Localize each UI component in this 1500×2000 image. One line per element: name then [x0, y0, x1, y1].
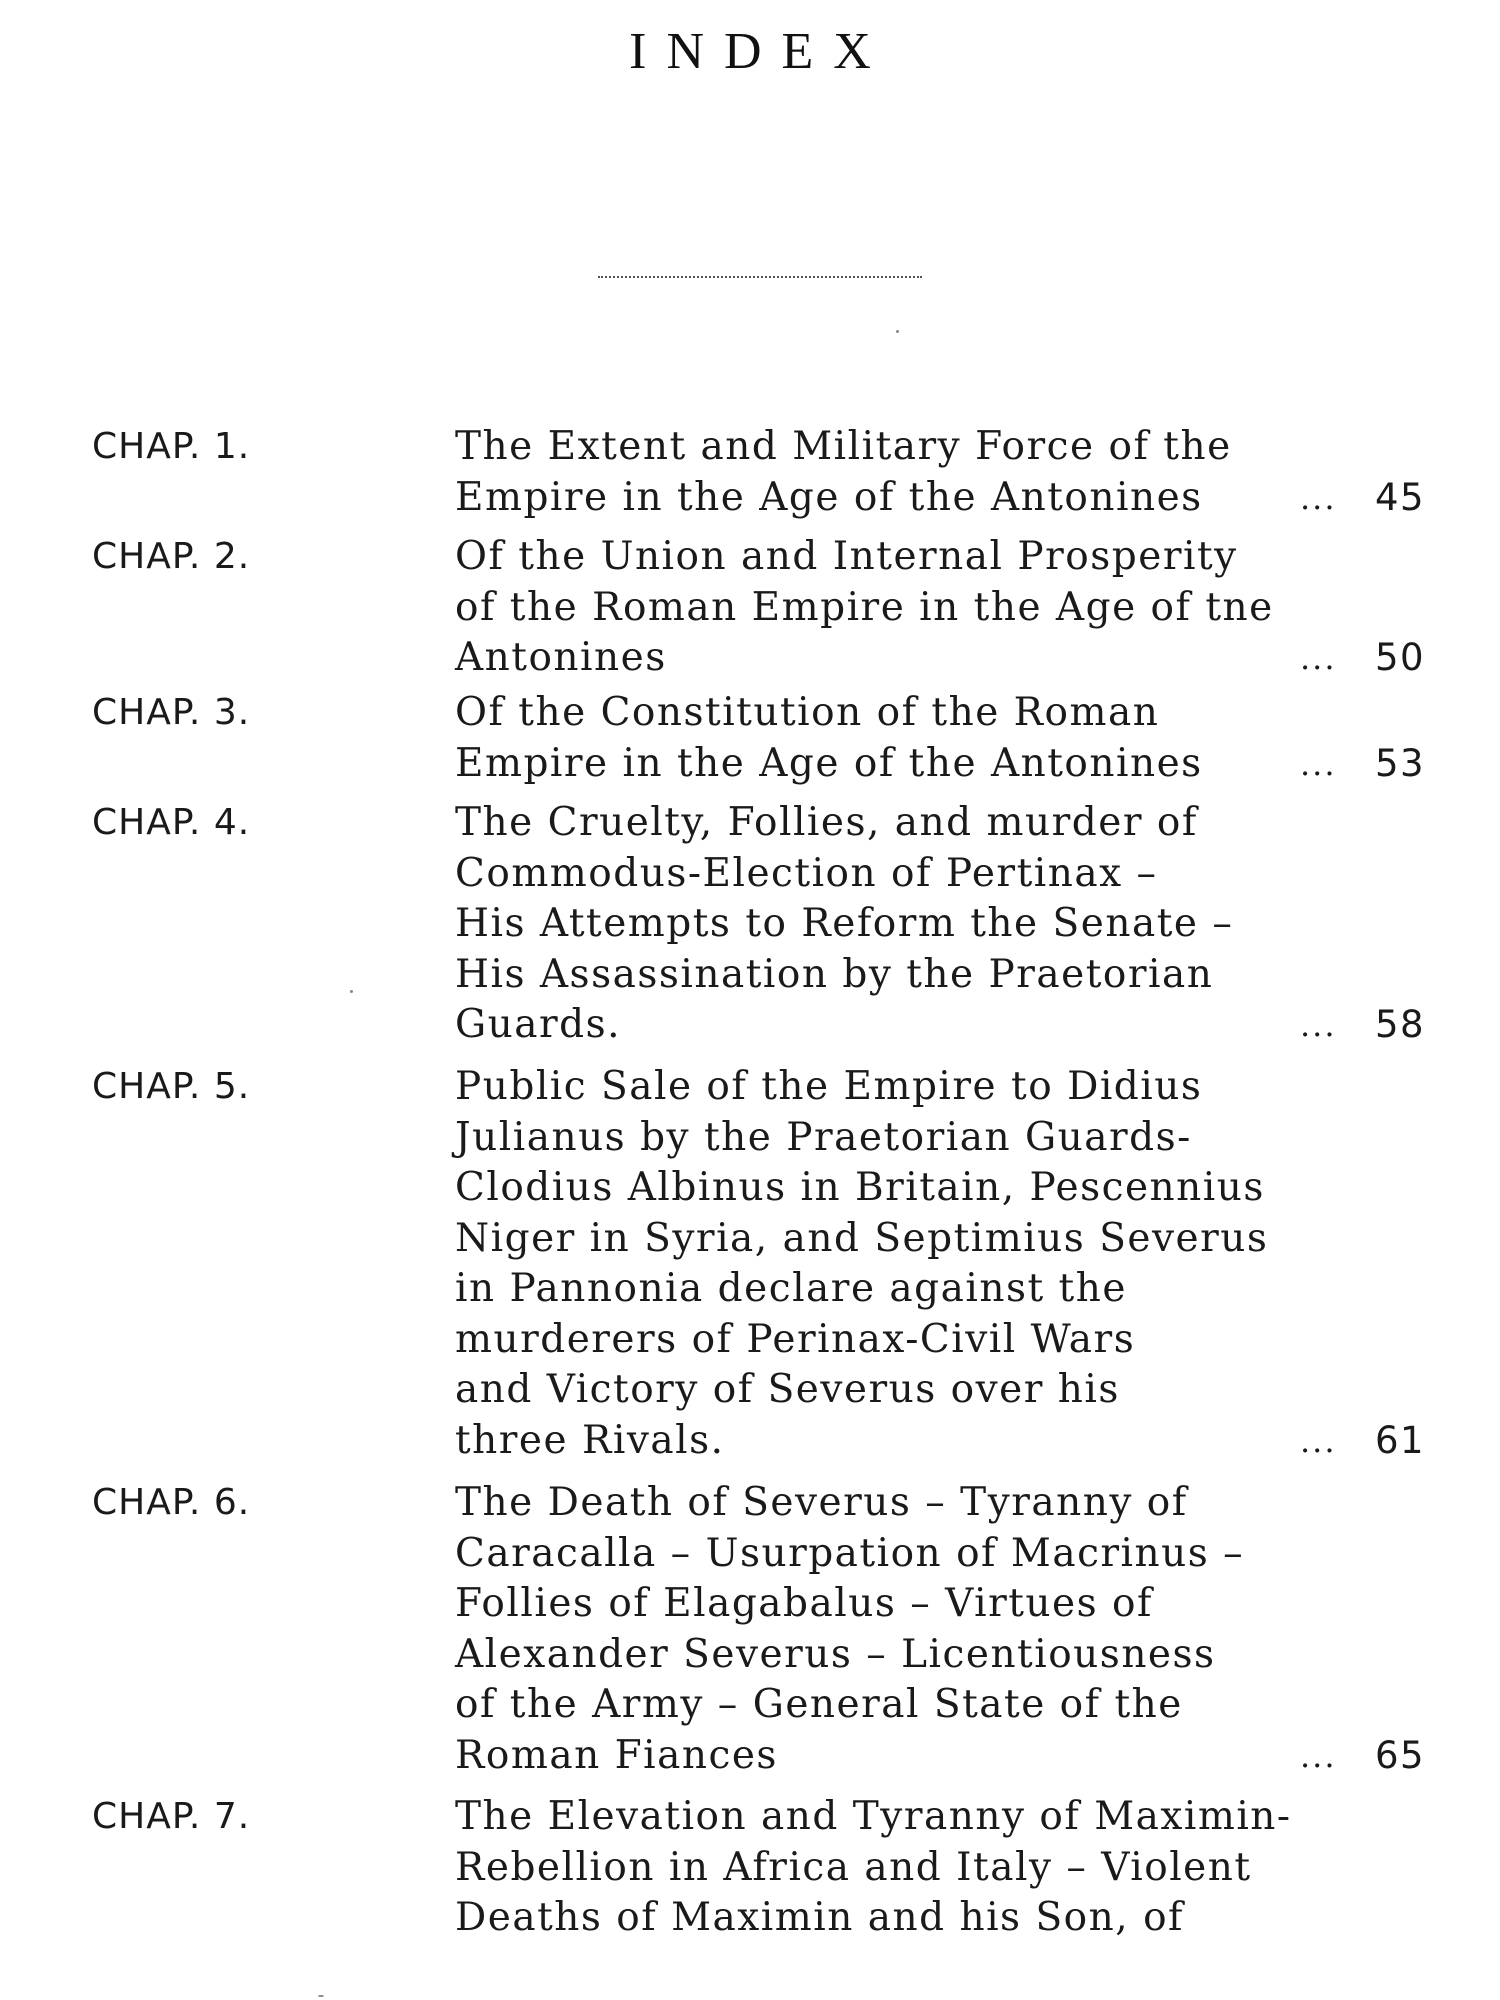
- chapter-title-line: murderers of Perinax-Civil Wars: [455, 1316, 1136, 1362]
- page-number: 61: [1375, 1418, 1426, 1462]
- chapter-title-line: and Victory of Severus over his: [455, 1367, 1120, 1412]
- chapter-label: CHAP. 6.: [92, 1482, 251, 1523]
- chapter-title-line: His Assassination by the Praetorian: [455, 951, 1214, 997]
- chapter-title-line: Empire in the Age of the Antonines ... 45: [455, 473, 1455, 524]
- page-number: 50: [1375, 636, 1426, 679]
- chapter-title: [455, 688, 1455, 789]
- page-number: 58: [1375, 1003, 1426, 1046]
- chapter-title-line: Guards. ... 58: [455, 1000, 1455, 1051]
- chapter-label: CHAP. 4.: [92, 802, 251, 843]
- dot-leader: ...: [1300, 744, 1337, 783]
- chapter-title: [455, 798, 1455, 1051]
- chapter-title-line: Roman Fiances ... 65: [455, 1731, 1455, 1782]
- chapter-label: CHAP. 1.: [92, 426, 251, 467]
- chapter-title-line: Public Sale of the Empire to Didius: [455, 1064, 1203, 1109]
- chapter-title: [455, 1478, 1455, 1781]
- dot-leader: ...: [1300, 1006, 1337, 1044]
- chapter-title-line: Of the Constitution of the Roman: [455, 690, 1160, 735]
- chapter-title: [455, 1792, 1455, 1944]
- chapter-title-line: of the Roman Empire in the Age of tne: [455, 584, 1274, 630]
- dot-leader: ...: [1300, 639, 1337, 677]
- dot-leader: ...: [1300, 1421, 1337, 1460]
- chapter-title-line: Rebellion in Africa and Italy – Violent: [455, 1844, 1252, 1890]
- page-number: 45: [1375, 475, 1426, 519]
- chapter-title-line: Julianus by the Praetorian Guards-: [455, 1114, 1192, 1160]
- page-title: INDEX: [629, 23, 891, 80]
- chapter-title-line: Commodus-Election of Pertinax –: [455, 850, 1158, 896]
- chapter-label: CHAP. 5.: [92, 1066, 251, 1107]
- chapter-title-line: of the Army – General State of the: [455, 1682, 1183, 1727]
- chapter-title-line: Niger in Syria, and Septimius Severus: [455, 1215, 1269, 1261]
- chapter-label: CHAP. 2.: [92, 536, 251, 577]
- chapter-title-line: Empire in the Age of the Antonines ... 53: [455, 739, 1455, 790]
- chapter-title-line: The Extent and Military Force of the: [455, 424, 1232, 469]
- chapter-title-line: Caracalla – Usurpation of Macrinus –: [455, 1530, 1245, 1576]
- chapter-title-line: Of the Union and Internal Prosperity: [455, 534, 1238, 579]
- chapter-title-line: The Cruelty, Follies, and murder of: [455, 800, 1198, 845]
- chapter-title-line: Deaths of Maximin and his Son, of: [455, 1895, 1184, 1940]
- chapter-title-line: His Attempts to Reform the Senate –: [455, 901, 1234, 946]
- dot-leader: ...: [1300, 1736, 1337, 1775]
- page-number: 65: [1375, 1733, 1426, 1777]
- chapter-title: [455, 1062, 1455, 1466]
- chapter-title-line: in Pannonia declare against the: [455, 1266, 1127, 1311]
- chapter-title: [455, 532, 1455, 684]
- chapter-title-line: Alexander Severus – Licentiousness: [455, 1631, 1216, 1677]
- chapter-title-line: The Death of Severus – Tyranny of: [455, 1480, 1188, 1525]
- chapter-title-line: Clodius Albinus in Britain, Pescennius: [455, 1165, 1265, 1210]
- chapter-title-line: Antonines ... 50: [455, 633, 1455, 684]
- page-number: 53: [1375, 741, 1426, 785]
- chapter-label: CHAP. 3.: [92, 692, 251, 733]
- chapter-title-line: three Rivals. ... 61: [455, 1416, 1455, 1467]
- chapter-label: CHAP. 7.: [92, 1796, 251, 1837]
- chapter-title-line: Follies of Elagabalus – Virtues of: [455, 1581, 1153, 1626]
- chapter-title-line: The Elevation and Tyranny of Maximin-: [455, 1794, 1292, 1839]
- dot-leader: ...: [1300, 478, 1337, 517]
- chapter-title: [455, 422, 1455, 523]
